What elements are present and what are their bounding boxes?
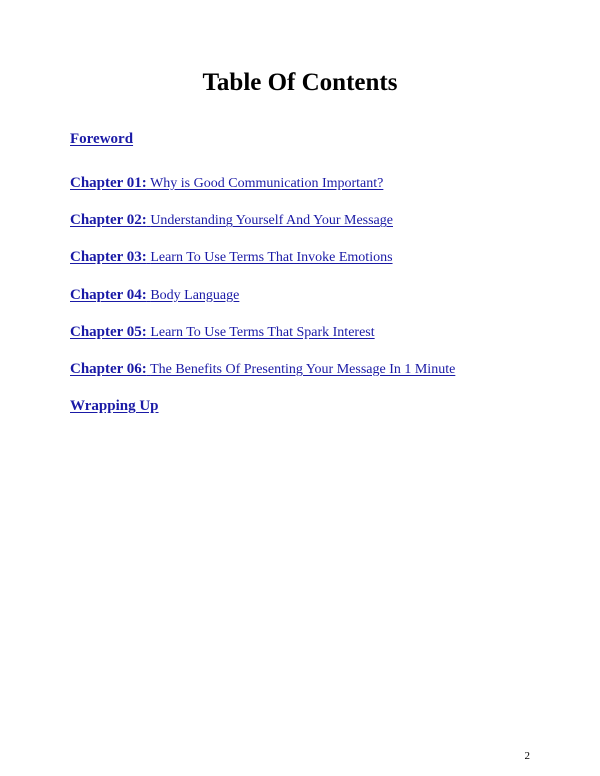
toc-item-chapter-04 [70, 284, 455, 321]
toc-item-chapter-02 [70, 209, 455, 246]
chapter-03-link[interactable] [70, 250, 393, 265]
toc-item-chapter-05 [70, 321, 455, 358]
chapter-06-title: The Benefits Of Presenting Your Message In 1 Minute [150, 361, 456, 377]
chapter-04-prefix: Chapter 04: [70, 286, 147, 303]
chapter-02-link[interactable] [70, 213, 393, 228]
chapter-06-link[interactable] [70, 362, 455, 377]
chapter-01-link[interactable] [70, 176, 383, 191]
chapter-05-prefix: Chapter 05: [70, 323, 147, 340]
chapter-01-title: Why is Good Communication Important? [150, 176, 384, 191]
page-title: Table Of Contents [202, 69, 398, 96]
toc-item-chapter-03 [70, 246, 455, 283]
table-of-contents [70, 128, 455, 432]
chapter-02-title: Understanding Yourself And Your Message [150, 213, 393, 229]
wrapping-up-link[interactable]: Wrapping Up [70, 398, 159, 415]
toc-item-wrapping-up [70, 395, 455, 432]
chapter-04-link[interactable] [70, 288, 239, 303]
toc-item-chapter-01 [70, 172, 455, 209]
foreword-link[interactable]: Foreword [70, 131, 134, 147]
page-number: 2 [524, 750, 530, 762]
chapter-06-prefix: Chapter 06: [70, 360, 147, 377]
chapter-03-title: Learn To Use Terms That Invoke Emotions [150, 250, 393, 266]
chapter-02-prefix: Chapter 02: [70, 212, 147, 229]
chapter-03-prefix: Chapter 03: [70, 249, 147, 266]
chapter-01-prefix: Chapter 01: [70, 175, 147, 191]
chapter-05-link[interactable] [70, 325, 375, 340]
chapter-04-title: Body Language [150, 287, 240, 303]
toc-item-foreword [70, 128, 455, 172]
toc-item-chapter-06 [70, 358, 455, 395]
chapter-05-title: Learn To Use Terms That Spark Interest [150, 324, 375, 340]
